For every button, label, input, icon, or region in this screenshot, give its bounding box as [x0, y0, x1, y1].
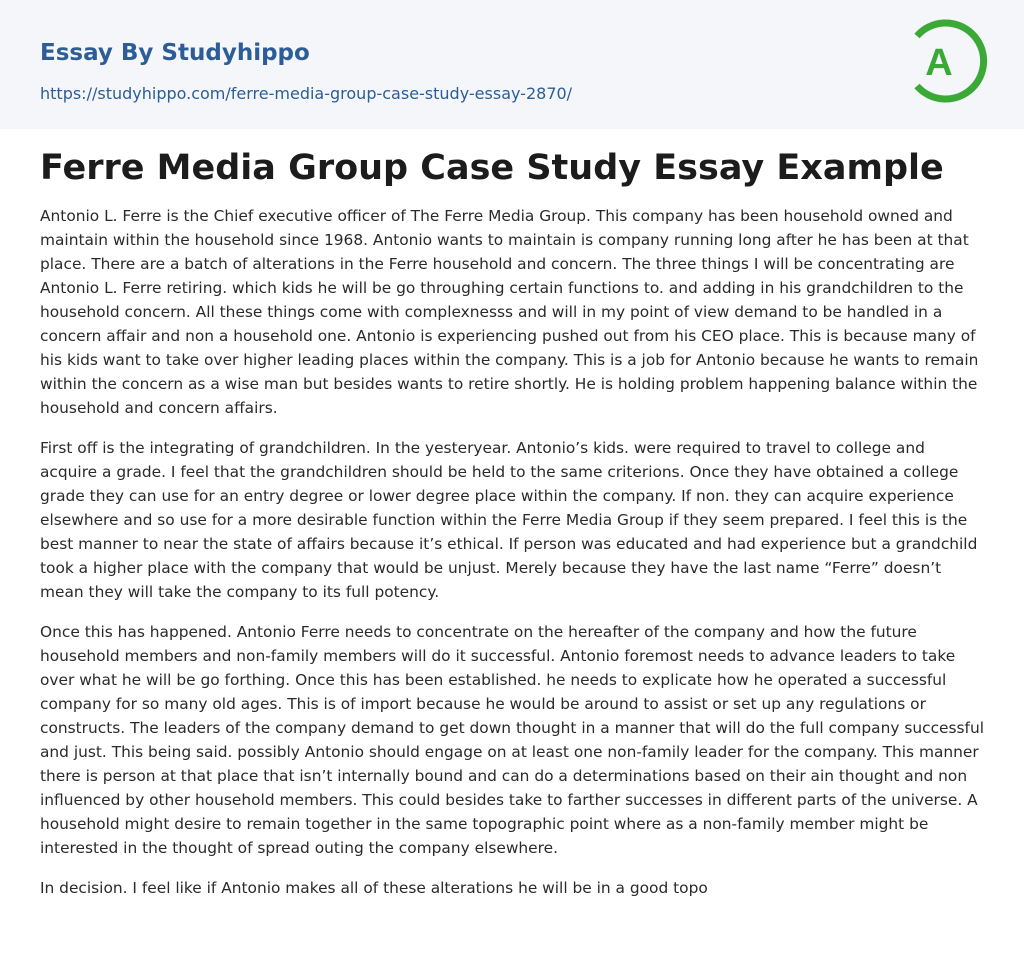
article-body: [40, 204, 984, 900]
page-url-link[interactable]: https://studyhippo.com/ferre-media-group-case-study-essay-2870/: [40, 84, 573, 103]
paragraph: Antonio L. Ferre is the Chief executive officer of The Ferre Media Group. This company has been household owned and maintain within the household since 1968. Antonio wants to maintain is company running long after he has been at that place. There are a batch of alterations in the Ferre household and concern. The three things I will be concentrating are Antonio L. Ferre retiring. which kids he will be go throughing certain functions to. and adding in his grandchildren to the household concern. All these things come with complexnesss and will in my point of view demand to be handled in a concern affair and non a household one. Antonio is experiencing pushed out from his CEO place. This is because many of his kids want to take over higher leading places within the company. This is a job for Antonio because he wants to remain within the concern as a wise man but besides wants to retire shortly. He is holding problem happening balance within the household and concern affairs.: [40, 207, 979, 417]
site-brand[interactable]: Essay By Studyhippo: [40, 40, 310, 66]
paragraph: First off is the integrating of grandchildren. In the yesteryear. Antonio’s kids. were required to travel to college and acquire a grade. I feel that the grandchildren should be held to the same criterions. Once they have obtained a college grade they can use for an entry degree or lower degree place within the company. If non. they can acquire experience elsewhere and so use for a more desirable function within the Ferre Media Group if they seem prepared. I feel this is the best manner to near the state of affairs because it’s ethical. If person was educated and had experience but a grandchild took a higher place with the company that would be unjust. Merely because they have the last name “Ferre” doesn’t mean they will take the company to its full potency.: [40, 439, 978, 601]
paragraph: In decision. I feel like if Antonio makes all of these alterations he will be in a good topo: [40, 879, 708, 897]
page-title: Ferre Media Group Case Study Essay Example: [40, 148, 944, 188]
paragraph: Once this has happened. Antonio Ferre needs to concentrate on the hereafter of the company and how the future household members and non-family members will do it successful. Antonio foremost needs to advance leaders to take over what he will be go forthing. Once this has been established. he needs to explicate how he operated a successful company for so many old ages. This is of import because he would be around to assist or set up any regulations or constructs. The leaders of the company demand to get down thought in a manner that will do the full company successful and just. This being said. possibly Antonio should engage on at least one non-family leader for the company. This manner there is person at that place that isn’t internally bound and can do a determinations based on their ain thought and non influenced by other household members. This could besides take to farther successes in different parts of the universe. A household might desire to remain together in the same topographic point where as a non-family member might be interested in the thought of spread outing the company elsewhere.: [40, 623, 984, 857]
logo-letter: A: [925, 42, 953, 84]
